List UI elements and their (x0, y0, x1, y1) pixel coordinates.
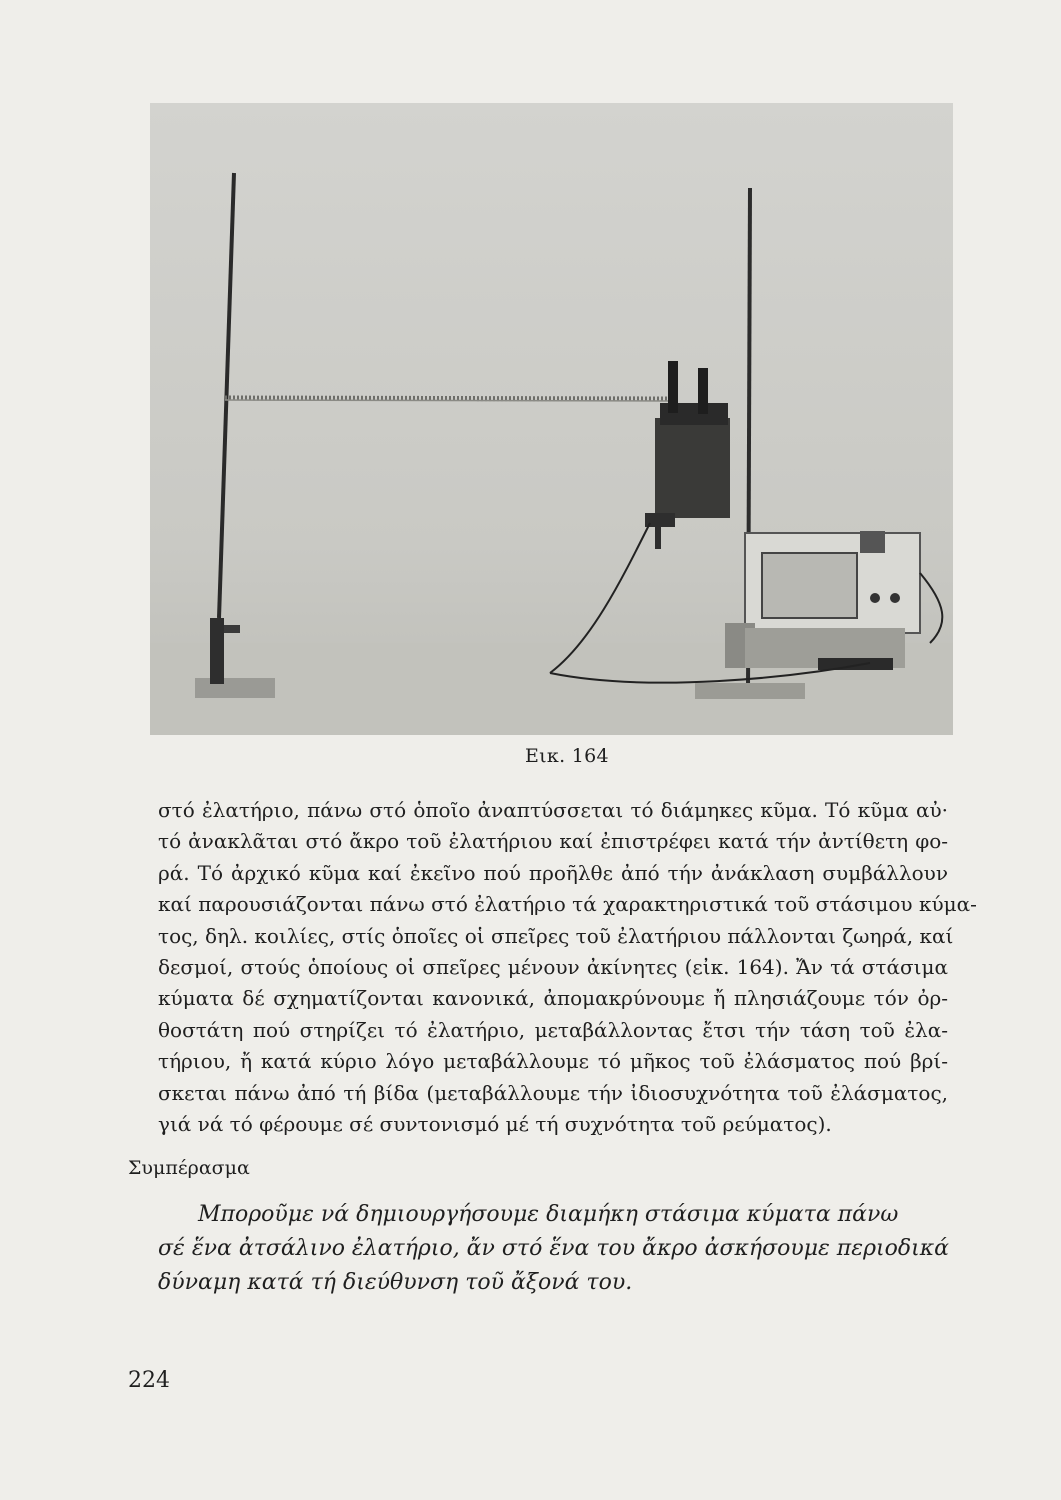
text-line: στό ἐλατήριο, πάνω στό ὁποῖο ἀναπτύσσεται τό διάμηκες κῦμα. Τό κῦμα αὐ· (158, 798, 948, 822)
text-line: ρά. Τό ἀρχικό κῦμα καί ἐκεῖνο πού προῆλθε ἀπό τήν ἀνάκλαση συμβάλλουν (158, 860, 948, 885)
figure-caption: Εικ. 164 (525, 745, 609, 767)
text-line: τήριου, ἤ κατά κύριο λόγο μεταβάλλουμε τό μῆκος τοῦ ἐλάσματος πού βρί- (158, 1049, 948, 1074)
text-line: γιά νά τό φέρουμε σέ συντονισμό μέ τή συχνότητα τοῦ ρεύματος). (158, 1112, 832, 1137)
conclusion-line: σέ ἕνα ἀτσάλινο ἐλατήριο, ἄν στό ἕνα του ἄκρο ἀσκήσουμε περιοδικά (158, 1236, 950, 1261)
text-line: τό ἀνακλᾶται στό ἄκρο τοῦ ἐλατήριου καί ἐπιστρέφει κατά τήν ἀντίθετη φο- (158, 829, 948, 854)
photograph-of-apparatus-icon (150, 103, 953, 735)
page-number: 224 (128, 1368, 170, 1393)
text-line: σκεται πάνω ἀπό τή βίδα (μεταβάλλουμε τήν ἰδιοσυχνότητα τοῦ ἐλάσματος, (158, 1080, 948, 1105)
text-line: κύματα δέ σχηματίζονται κανονικά, ἀπομακρύνουμε ἤ πλησιάζουμε τόν ὀρ- (158, 986, 948, 1011)
text-line: τος, δηλ. κοιλίες, στίς ὁποῖες οἱ σπεῖρες τοῦ ἐλατήριου πάλλονται ζωηρά, καί (158, 923, 954, 948)
section-heading: Συμπέρασμα (128, 1157, 250, 1179)
conclusion-line: δύναμη κατά τή διεύθυνση τοῦ ἄξονά του. (158, 1270, 633, 1295)
text-line: θοστάτη πού στηρίζει τό ἐλατήριο, μεταβάλλοντας ἔτσι τήν τάση τοῦ ἐλα- (158, 1017, 948, 1042)
text-line: δεσμοί, στούς ὁποίους οἱ σπεῖρες μένουν ἀκίνητες (εἰκ. 164). Ἄν τά στάσιμα (158, 955, 948, 980)
apparatus-photograph (150, 103, 953, 735)
conclusion-paragraph (158, 1198, 958, 1300)
conclusion-line: Μποροῦμε νά δημιουργήσουμε διαμήκη στάσιμα κύματα πάνω (198, 1202, 899, 1227)
body-paragraph (158, 795, 977, 1140)
text-line: καί παρουσιάζονται πάνω στό ἐλατήριο τά χαρακτηριστικά τοῦ στάσιμου κύμα- (158, 892, 977, 917)
